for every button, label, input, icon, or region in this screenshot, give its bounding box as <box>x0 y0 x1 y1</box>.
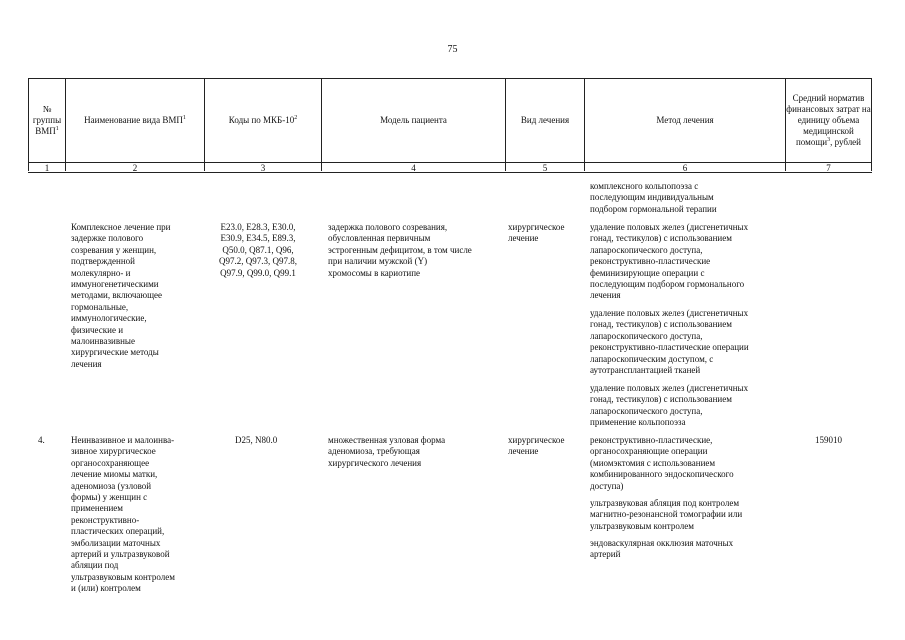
column-number: 5 <box>542 163 548 173</box>
treatment-type: хирургическое лечение <box>508 435 565 457</box>
vmp-name: Неинвазивное и малоинва- зивное хирургическое органосохраняющее лечение миомы матки, аденомиоза (узловой формы) у женщин с применением реконструктивно- пластических операций, эмболизации маточных артерий и ультразвуковой абляции под ультразвуковым контролем и (или) контролем <box>71 435 175 594</box>
column-number: 2 <box>132 163 138 173</box>
header-patient-model: Модель пациента <box>380 115 447 125</box>
icd-codes: D25, N80.0 <box>235 435 278 445</box>
header-treatment-type: Вид лечения <box>520 115 570 125</box>
treatment-method: эндоваскулярная окклюзия маточных артерий <box>590 538 734 560</box>
header-icd-codes: Коды по МКБ-$10^2$ <box>228 115 298 125</box>
column-number: 7 <box>826 163 831 173</box>
treatment-method: ультразвуковая абляция под контролем магнитно-резонансной томографии или ультразвуковым контролем <box>590 498 743 531</box>
header-average-cost: Средний норматив финансовых затрат на единицу объема медицинской помощи$^3$, рублей <box>786 93 871 147</box>
header-group-number: № группы ВМП$^1$ <box>32 104 62 136</box>
treatment-method: удаление половых желез (дисгенетичных гонад, тестикулов) с использованием лапароскопического доступа, реконструктивно-пластические операции лапароскопическим доступом, с аутотрансплантацией тканей <box>590 308 749 376</box>
header-divider <box>871 78 872 171</box>
icd-codes: E23.0, E28.3, E30.0, E30.9, E34.5, E89.3, Q50.0, Q87.1, Q96, Q97.2, Q97.3, Q97.8, Q97.9, Q99.0, Q99.1 <box>219 222 297 278</box>
treatment-method: удаление половых желез (дисгенетичных гонад, тестикулов) с использованием лапароскопического доступа, применение кольпопоэза <box>590 383 749 428</box>
header-treatment-method: Метод лечения <box>656 115 714 125</box>
page-number: 75 <box>447 44 458 55</box>
patient-model: множественная узловая форма аденомиоза, требующая хирургического лечения <box>328 435 446 468</box>
method-continued: комплексного кольпопоэза с последующим индивидуальным подбором гормональной терапии <box>590 181 717 214</box>
header-vmp-name: Наименование вида ВМП$^1$ <box>84 115 186 125</box>
treatment-method: реконструктивно-пластические, органосохраняющие операции (миомэктомия с использованием комбинированного эндоскопического доступа) <box>590 435 734 491</box>
column-number: 6 <box>682 163 688 173</box>
treatment-method: удаление половых желез (дисгенетичных гонад, тестикулов) с использованием лапароскопического доступа, реконструктивно-пластические феминизирующие операции с последующим подбором гормонального лечения <box>590 222 749 301</box>
average-cost: 159010 <box>815 435 842 445</box>
patient-model: задержка полового созревания, обусловленная первичным эстрогенным дефицитом, в том числе при наличии мужской (Y) хромосомы в кариотипе <box>328 222 472 278</box>
group-number: 4. <box>38 435 45 445</box>
column-number: 1 <box>44 163 50 173</box>
column-number: 4 <box>411 163 416 173</box>
column-number: 3 <box>260 163 266 173</box>
treatment-type: хирургическое лечение <box>508 222 565 244</box>
vmp-name: Комплексное лечение при задержке полового созревания у женщин, подтвержденной молекулярно- и иммуногенетическими методами, включающее гормональные, иммунологические, физические и малоинвазивные хирургические методы лечения <box>71 222 171 369</box>
